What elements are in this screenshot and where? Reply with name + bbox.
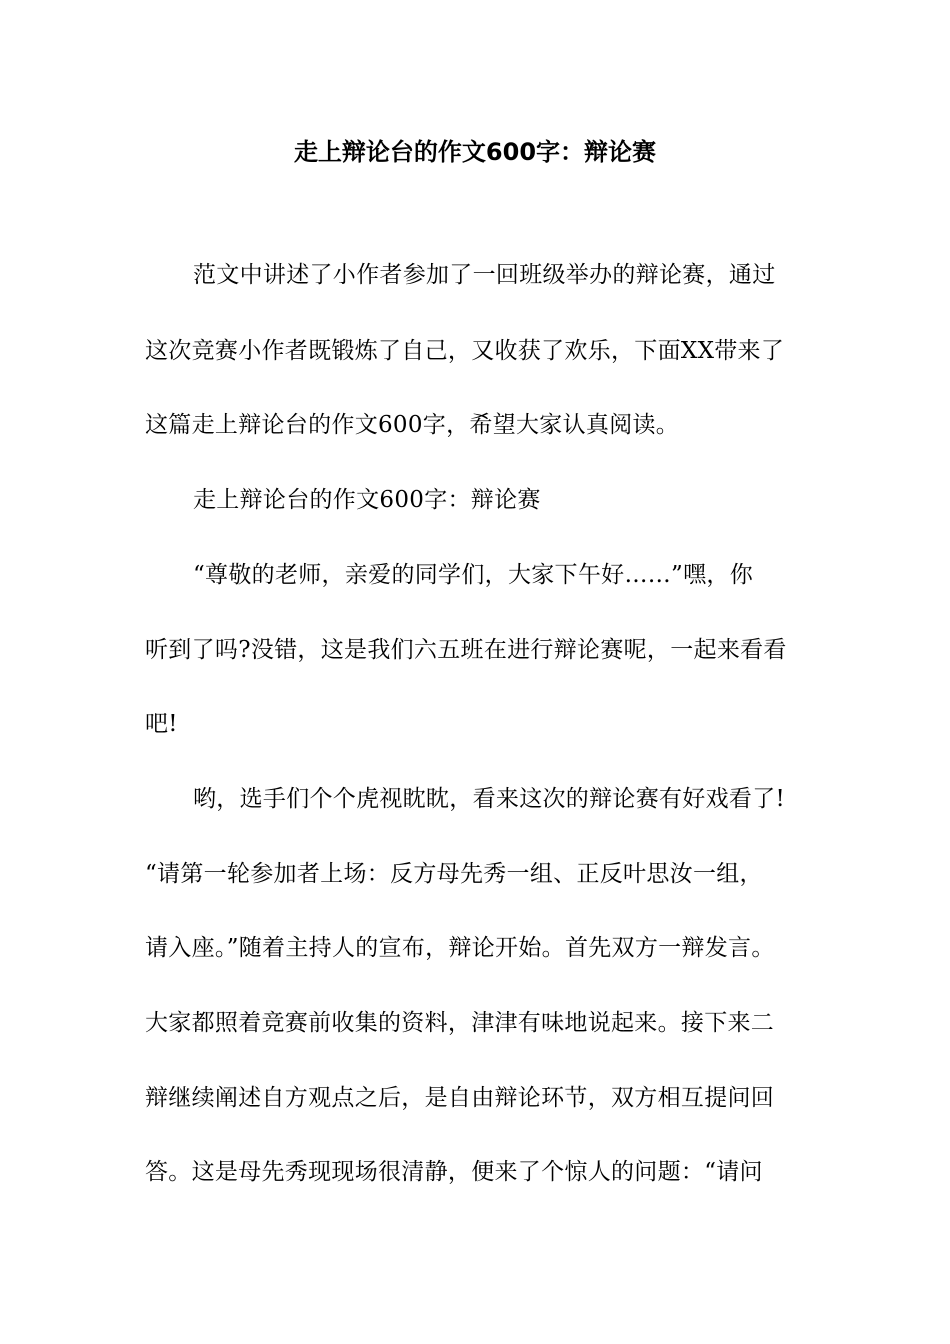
paragraph-line: “请第一轮参加者上场：反方母先秀一组、正反叶思汝一组， [145,861,763,887]
paragraph-line: 辩继续阐述自方观点之后，是自由辩论环节，双方相互提问回 [145,1085,775,1111]
paragraph-line: 听到了吗?没错，这是我们六五班在进行辩论赛呢，一起来看看 [145,637,787,663]
paragraph-line: “尊敬的老师，亲爱的同学们，大家下午好……”嘿，你 [193,562,754,588]
paragraph-line: 答。这是母先秀现现场很清静，便来了个惊人的问题：“请问 [145,1159,763,1185]
paragraph-line: 哟，选手们个个虎视眈眈，看来这次的辩论赛有好戏看了! [193,786,786,812]
paragraph-line: 范文中讲述了小作者参加了一回班级举办的辩论赛，通过 [193,262,776,288]
paragraph-line: 请入座。”随着主持人的宣布，辩论开始。首先双方一辩发言。 [145,935,775,961]
paragraph-line: 走上辩论台的作文600字：辩论赛 [193,487,541,513]
paragraph-line: 大家都照着竞赛前收集的资料，津津有味地说起来。接下来二 [145,1010,775,1036]
paragraph-line: 吧! [145,711,178,737]
paragraph-line: 这篇走上辩论台的作文600字，希望大家认真阅读。 [145,412,680,438]
document-title: 走上辩论台的作文600字：辩论赛 [293,138,657,166]
paragraph-line: 这次竞赛小作者既锻炼了自己，又收获了欢乐，下面XX带来了 [145,338,785,364]
